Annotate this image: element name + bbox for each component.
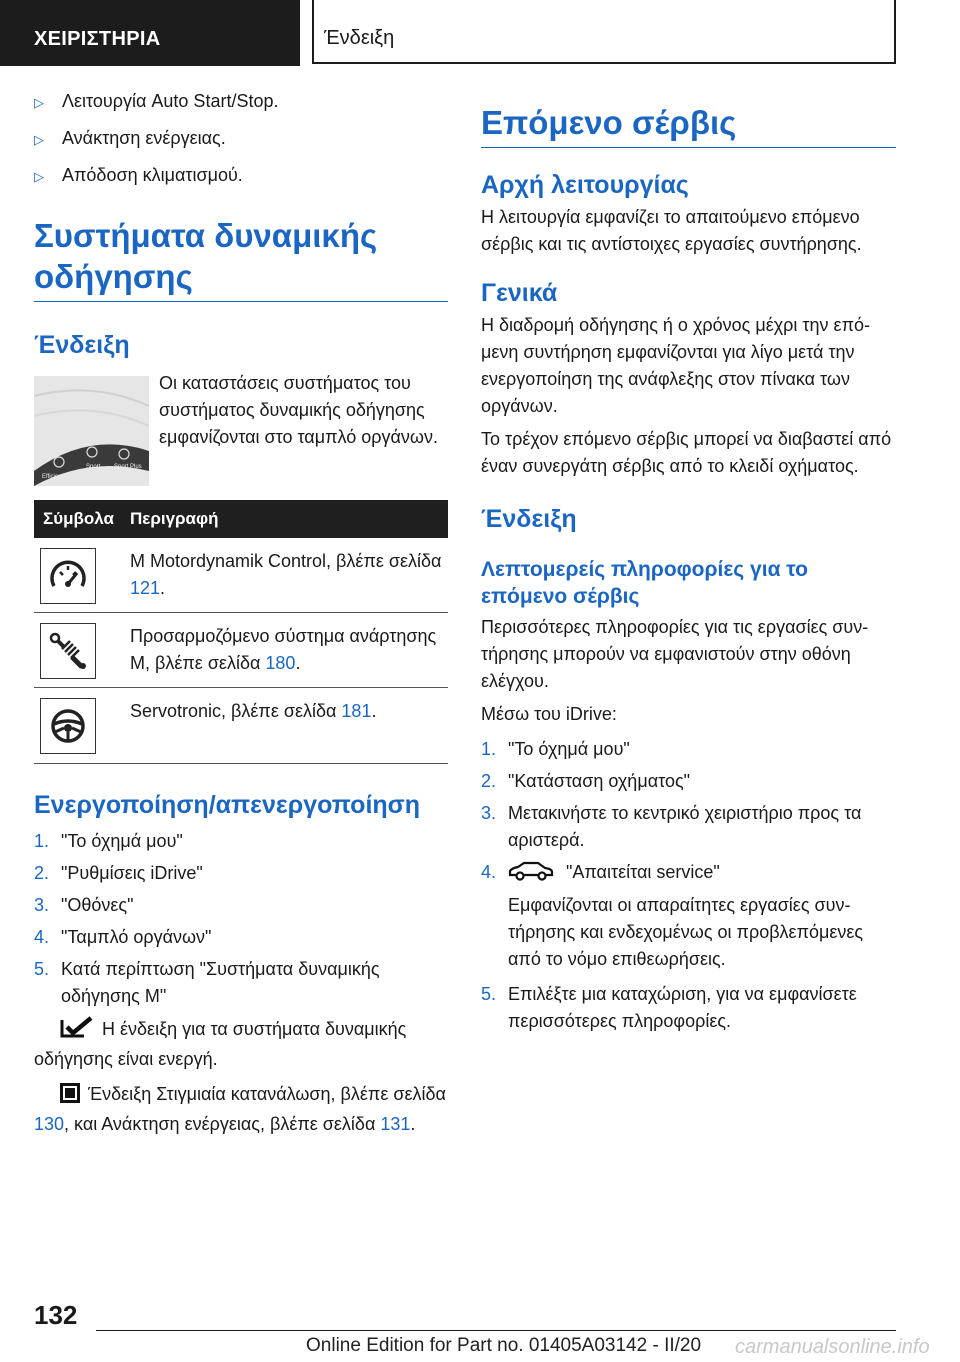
triangle-bullet-icon: ▷	[34, 95, 44, 110]
principle-text: Η λειτουργία εμφανίζει το απαιτούμενο επόμενο σέρβις και τις αντίστοιχες εργασίες συντήρησης.	[481, 207, 862, 254]
bullet-item: ▷ Απόδοση κλιματισμού.	[34, 164, 448, 188]
shock-absorber-icon	[40, 623, 96, 679]
edition-text: Online Edition for Part no. 01405A03142 - II/20	[306, 1335, 702, 1356]
triangle-bullet-icon: ▷	[34, 132, 44, 147]
page-link[interactable]: 180	[265, 653, 296, 673]
section-title: Συστήματα δυναμικής οδήγησης	[34, 215, 448, 302]
table-row: Προσαρμοζόμενο σύστημα ανάρτησης M, βλέπε σελίδα 180.	[34, 613, 448, 688]
page-link[interactable]: 181	[341, 701, 372, 721]
list-item: 4. "Απαιτείται service"	[481, 859, 896, 889]
page-header	[0, 0, 960, 66]
list-item: 1. "Το όχημά μου"	[34, 831, 183, 851]
step-detail: Εμφανίζονται οι απαραίτητες εργασίες συντήρησης και ενδεχομένως οι προβλεπόμενες από το νόμο επιθεωρήσεις.	[508, 895, 864, 969]
gauge-icon	[40, 548, 96, 604]
activation-steps	[34, 828, 448, 1010]
section-tab: ΧΕΙΡΙΣΤΗΡΙΑ	[0, 0, 300, 66]
list-item: 5. Επιλέξτε μια καταχώριση, για να εμφανίσετε περισσότερες πληροφορίες.	[481, 984, 857, 1031]
intro-block	[34, 370, 448, 486]
driving-mode-dial-icon	[34, 376, 149, 486]
watermark: carmanualsonline.info	[735, 1336, 930, 1358]
page-link[interactable]: 121	[130, 578, 161, 598]
list-item: 1. "Το όχημά μου"	[481, 739, 630, 759]
details-heading: Λεπτομερείς πληροφορίες για το επόμενο σέρβις	[481, 558, 808, 608]
list-item: 2. "Ρυθμίσεις iDrive"	[34, 863, 203, 883]
table-header: Σύμβολα Περιγραφή	[34, 500, 448, 538]
table-row: M Motordynamik Control, βλέπε σελίδα 121.	[34, 538, 448, 613]
activation-heading: Ενεργοποίηση/απενεργοποίηση	[34, 791, 421, 819]
service-steps-cont	[481, 981, 896, 1035]
dashboard-image	[34, 376, 149, 486]
table-row: Servotronic, βλέπε σελίδα 181.	[34, 688, 448, 764]
right-column	[481, 90, 896, 1040]
page-number: 132	[34, 1300, 78, 1330]
general-text: Το τρέχον επόμενο σέρβις μπορεί να διαβαστεί από έναν συνεργάτη σέρβις από το κλειδί οχήματος.	[481, 429, 892, 476]
note-consumption: Ένδειξη Στιγμιαία κατανάλωση, βλέπε σελίδα 130, και Ανάκτηση ενέργειας, βλέπε σελίδα 131.	[34, 1084, 446, 1134]
details-text: Περισσότερες πληροφορίες για τις εργασίες συντήρησης μπορούν να εμφανιστούν στην οθόνη ελέγχου.	[481, 617, 869, 691]
topic-tab: Ένδειξη	[312, 0, 896, 64]
bullet-item: ▷ Ανάκτηση ενέργειας.	[34, 127, 448, 151]
page-link[interactable]: 131	[380, 1114, 411, 1134]
footer-divider	[96, 1330, 896, 1331]
section-title: Επόμενο σέρβις	[481, 102, 896, 148]
intro-text: Οι καταστάσεις συστήματος του συστήματος δυναμικής οδήγησης εμφανίζονται στο ταμπλό οργάνων.	[159, 373, 438, 447]
car-icon	[508, 861, 554, 889]
list-item: 5. Κατά περίπτωση "Συστήματα δυναμικής οδήγησης M"	[34, 959, 380, 1006]
service-steps	[481, 736, 896, 889]
mode-label: Efficient	[42, 474, 64, 480]
checkbox-icon	[60, 1083, 80, 1111]
checkbox-checked-icon	[60, 1016, 94, 1046]
list-item: 3. "Οθόνες"	[34, 895, 134, 915]
steering-wheel-icon	[40, 698, 96, 754]
principle-heading: Αρχή λειτουργίας	[481, 171, 689, 199]
via-idrive-text: Μέσω του iDrive:	[481, 704, 617, 724]
mode-label: Sport Plus	[114, 464, 142, 470]
general-heading: Γενικά	[481, 279, 558, 307]
list-item: 2. "Κατάσταση οχήματος"	[481, 771, 691, 791]
list-item: 4. "Ταμπλό οργάνων"	[34, 927, 212, 947]
triangle-bullet-icon: ▷	[34, 169, 44, 184]
list-item: 3. Μετακινήστε το κεντρικό χειριστήριο προς τα αριστερά.	[481, 803, 862, 850]
display-heading: Ένδειξη	[481, 505, 577, 533]
symbols-table	[34, 500, 448, 764]
display-heading: Ένδειξη	[34, 331, 130, 359]
bullet-item: ▷ Λειτουργία Auto Start/Stop.	[34, 90, 448, 114]
left-column	[34, 90, 448, 1142]
mode-label: Sport	[86, 464, 101, 470]
note-active: Η ένδειξη για τα συστήματα δυναμικής οδήγησης είναι ενεργή.	[34, 1016, 448, 1073]
general-text: Η διαδρομή οδήγησης ή ο χρόνος μέχρι την επόμενη συντήρηση εμφανίζονται για λίγο μετά την ενεργοποίηση της ανάφλεξης στον πίνακα των οργάνων.	[481, 315, 870, 416]
page-link[interactable]: 130	[34, 1114, 65, 1134]
